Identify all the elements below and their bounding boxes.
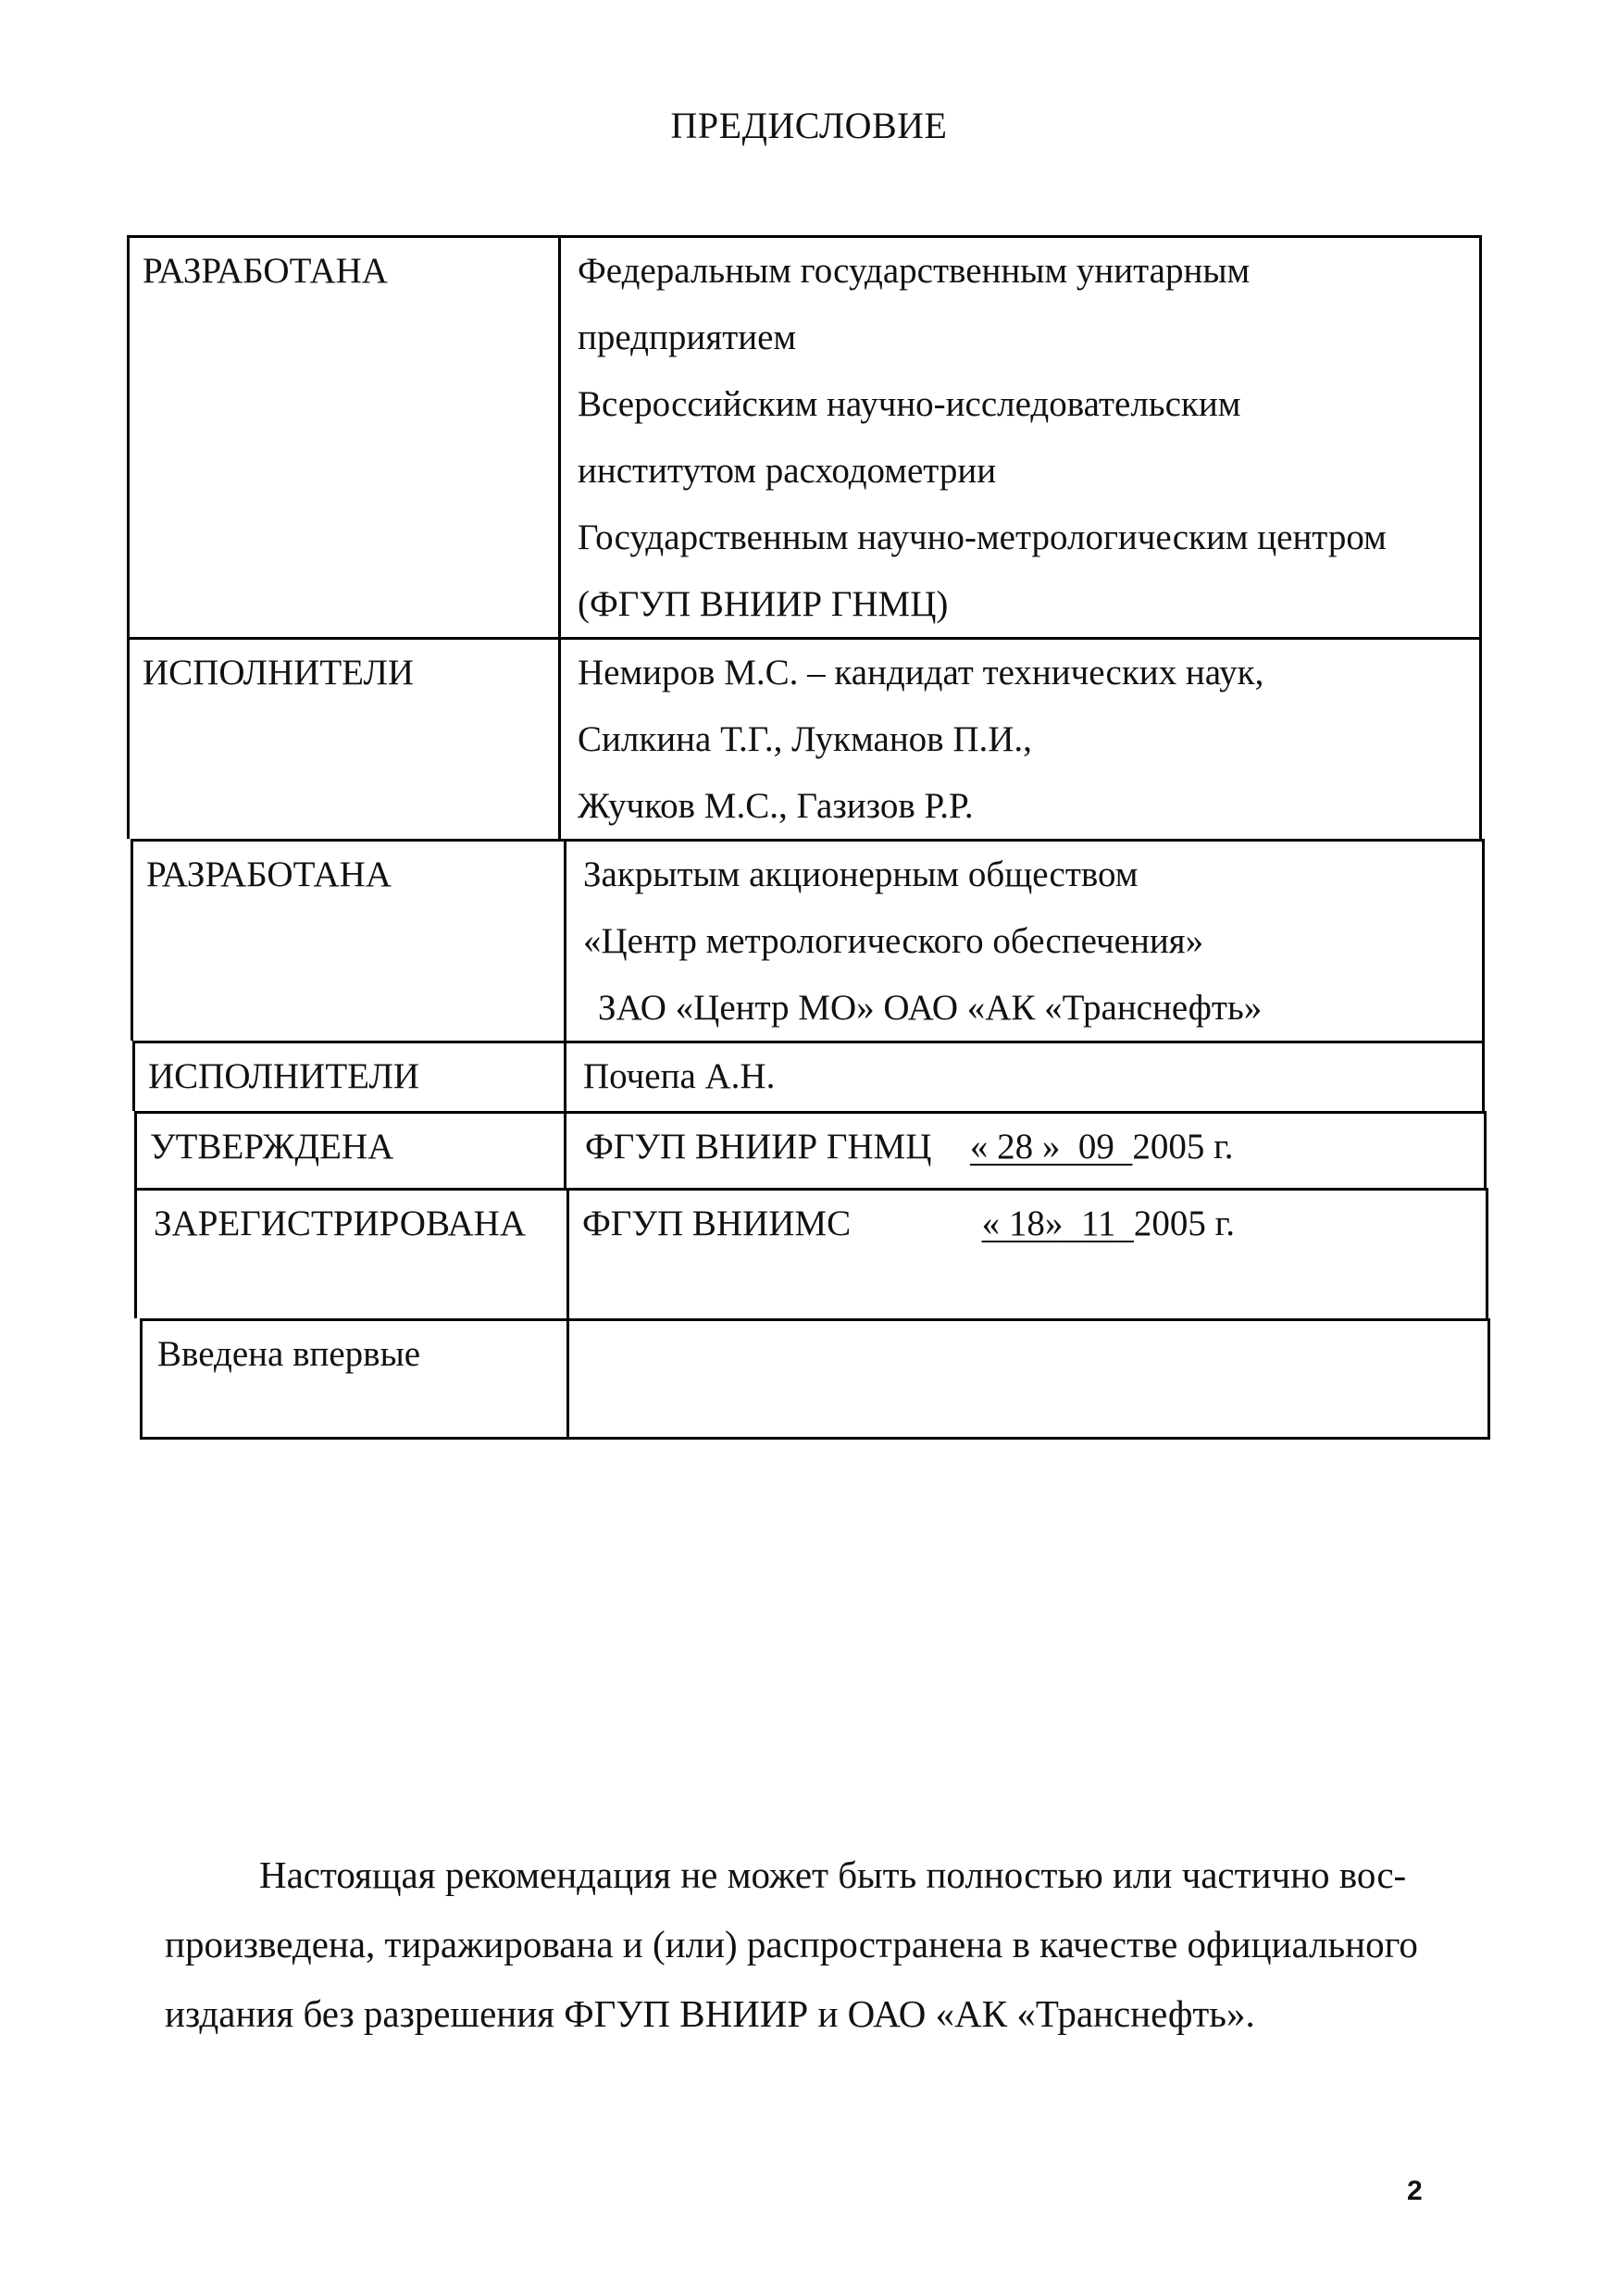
row-introduced-value-cell — [566, 1318, 1490, 1440]
page-title: ПРЕДИСЛОВИЕ — [670, 105, 948, 146]
value-line: институтом расходометрии — [578, 451, 997, 491]
row-registered-value-cell — [566, 1188, 1488, 1318]
approved-month: 09 — [1077, 1127, 1114, 1167]
value-line: Немиров М.С. – кандидат технических наук, — [578, 653, 1264, 693]
notice-line: издания без разрешения ФГУП ВНИИР и ОАО «АК «Транснефть». — [165, 1992, 1255, 2035]
page-number: 2 — [1407, 2176, 1423, 2206]
value-line: Силкина Т.Г., Лукманов П.И., — [578, 719, 1032, 759]
registered-line — [582, 1191, 1486, 1257]
row-label: РАЗРАБОТАНА — [143, 251, 388, 291]
notice-line: произведена, тиражирована и (или) распространена в качестве официального — [165, 1923, 1418, 1965]
value-line: Федеральным государственным унитарным — [578, 251, 1251, 291]
approved-day: « 28 » — [969, 1127, 1061, 1167]
approved-line — [585, 1114, 1484, 1180]
row-developed-value-cell — [558, 235, 1482, 637]
value-line: Всероссийским научно-исследовательским — [578, 384, 1241, 424]
row-label: Введена впервые — [157, 1334, 421, 1374]
approved-year: 2005 г. — [1132, 1127, 1234, 1167]
row-label: ИСПОЛНИТЕЛИ — [143, 653, 415, 693]
row-executors2-label-cell — [132, 1041, 564, 1111]
row-approved-value-cell — [564, 1111, 1487, 1188]
row-executors2-value-cell — [564, 1041, 1485, 1111]
value-line: (ФГУП ВНИИР ГНМЦ) — [578, 584, 949, 624]
copyright-notice — [165, 1841, 1479, 2049]
row-introduced-label-cell — [140, 1318, 566, 1440]
notice-line: Настоящая рекомендация не может быть полностью или частично вос- — [259, 1853, 1407, 1896]
value-line: Жучков М.С., Газизов Р.Р. — [578, 786, 974, 826]
row-developed-label-cell — [127, 235, 558, 637]
value-line: ЗАО «Центр МО» ОАО «АК «Транснефть» — [598, 988, 1263, 1028]
row-label: РАЗРАБОТАНА — [146, 855, 392, 894]
row-label: УТВЕРЖДЕНА — [150, 1127, 394, 1167]
row-executors-label-cell — [127, 637, 558, 839]
row-executors-value-cell — [558, 637, 1482, 839]
row-developed2-value-cell — [564, 839, 1485, 1041]
value-line: Почепа А.Н. — [583, 1056, 776, 1096]
row-approved-label-cell — [134, 1111, 564, 1188]
registered-org: ФГУП ВНИИМС — [582, 1204, 852, 1243]
value-line: Государственным научно-метрологическим центром — [578, 518, 1387, 557]
row-developed2-label-cell — [131, 839, 564, 1041]
row-label: ИСПОЛНИТЕЛИ — [148, 1056, 420, 1096]
registered-day: « 18» — [981, 1204, 1064, 1243]
approved-org: ФГУП ВНИИР ГНМЦ — [585, 1127, 932, 1167]
row-registered-label-cell — [134, 1188, 566, 1318]
registered-year: 2005 г. — [1133, 1204, 1236, 1243]
value-line: «Центр метрологического обеспечения» — [583, 921, 1204, 961]
value-line: Закрытым акционерным обществом — [583, 855, 1139, 894]
row-label: ЗАРЕГИСТРИРОВАНА — [154, 1204, 526, 1243]
value-line: предприятием — [578, 318, 797, 357]
registered-month: 11 — [1080, 1204, 1116, 1243]
